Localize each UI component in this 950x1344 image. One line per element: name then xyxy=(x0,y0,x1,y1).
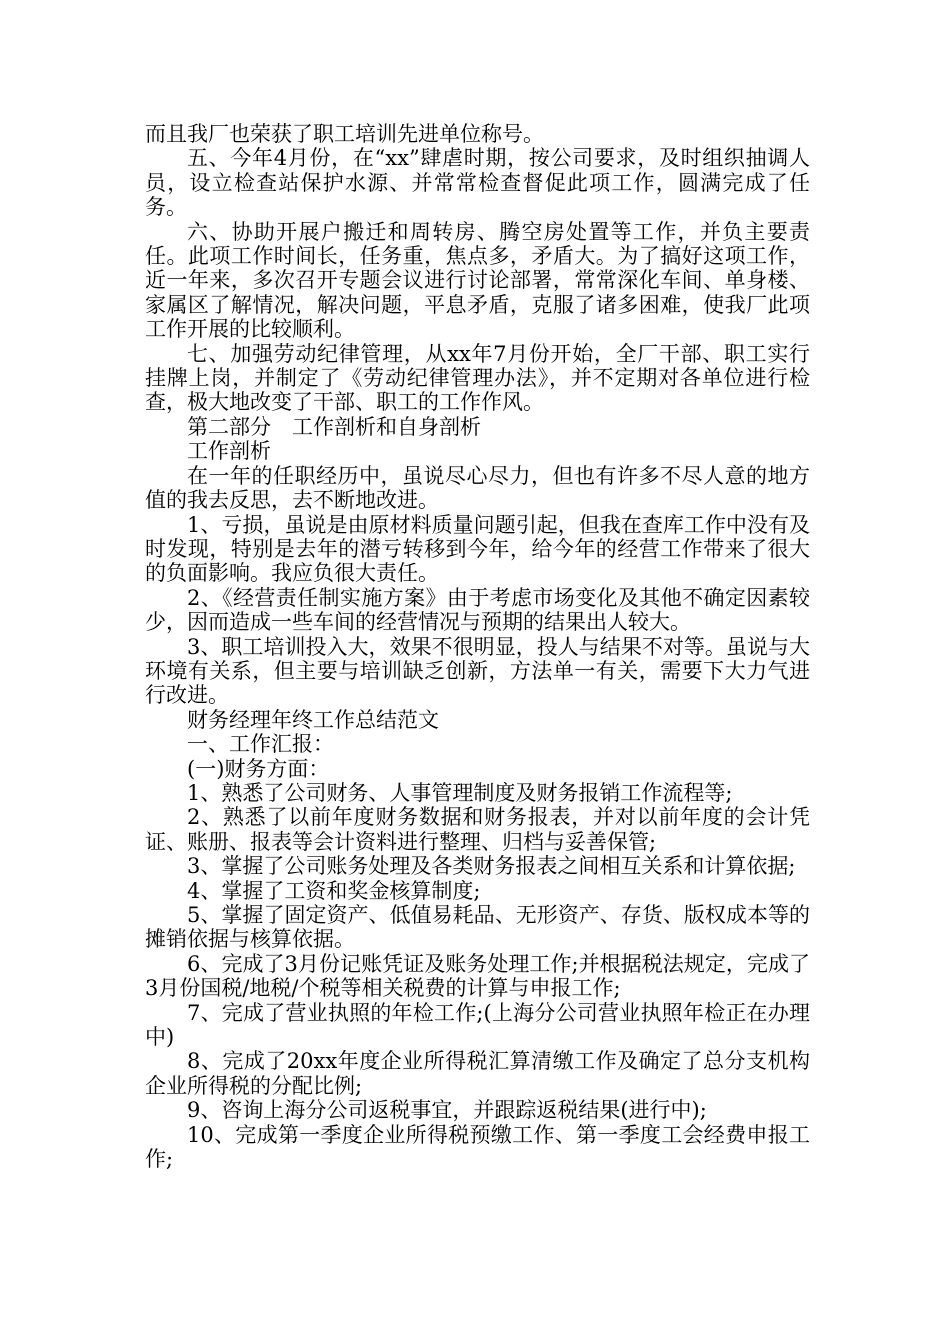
paragraph: 2、《经营责任制实施方案》由于考虑市场变化及其他不确定因素较少，因而造成一些车间的经营情况与预期的结果出人较大。 xyxy=(145,585,810,635)
list-item: 7、完成了营业执照的年检工作;(上海分公司营业执照年检正在办理中) xyxy=(145,1000,810,1050)
section-heading: 第二部分 工作剖析和自身剖析 xyxy=(187,414,481,439)
list-item: 9、咨询上海分公司返税事宜，并跟踪返税结果(进行中); xyxy=(187,1098,707,1123)
paragraph: 而且我厂也荣获了职工培训先进单位称号。 xyxy=(145,122,544,146)
list-item: 4、掌握了工资和奖金核算制度; xyxy=(187,878,481,903)
paragraph: 1、亏损，虽说是由原材料质量问题引起，但我在查库工作中没有及时发现，特别是去年的潜亏转移到今年，给今年的经营工作带来了很大的负面影响。我应负很大责任。 xyxy=(145,512,810,586)
subsection-heading: 工作剖析 xyxy=(187,439,271,464)
list-item: 10、完成第一季度企业所得税预缴工作、第一季度工会经费申报工作; xyxy=(145,1122,810,1172)
document-body xyxy=(145,122,810,1171)
document-title: 财务经理年终工作总结范文 xyxy=(187,707,439,732)
paragraph: 3、职工培训投入大，效果不很明显，投人与结果不对等。虽说与大环境有关系，但主要与培训缺乏创新，方法单一有关，需要下大力气进行改进。 xyxy=(145,634,810,708)
list-item: 5、掌握了固定资产、低值易耗品、无形资产、存货、版权成本等的摊销依据与核算依据。 xyxy=(145,903,810,952)
list-item: 6、完成了3月份记账凭证及账务处理工作;并根据税法规定，完成了3月份国税/地税/个税等相关税费的计算与申报工作; xyxy=(145,951,810,1001)
section-heading: 一、工作汇报： xyxy=(187,732,334,757)
paragraph: 五、今年4月份，在“xx”肆虐时期，按公司要求，及时组织抽调人员，设立检查站保护水源、并常常检查督促此项工作，圆满完成了任务。 xyxy=(145,146,810,220)
list-item: 3、掌握了公司账务处理及各类财务报表之间相互关系和计算依据; xyxy=(187,854,796,879)
subsection-heading: (一)财务方面： xyxy=(187,756,330,781)
list-item: 1、熟悉了公司财务、人事管理制度及财务报销工作流程等; xyxy=(187,780,733,805)
list-item: 8、完成了20xx年度企业所得税汇算清缴工作及确定了总分支机构企业所得税的分配比例; xyxy=(145,1049,810,1098)
paragraph: 六、协助开展户搬迁和周转房、腾空房处置等工作，并负主要责任。此项工作时间长，任务重，焦点多，矛盾大。为了搞好这项工作，近一年来，多次召开专题会议进行讨论部署，常常深化车间、单身楼、家属区了解情况，解决问题，平息矛盾，克服了诸多困难，使我厂此项工作开展的比较顺利。 xyxy=(145,219,810,342)
paragraph: 七、加强劳动纪律管理，从xx年7月份开始，全厂干部、职工实行挂牌上岗，并制定了《劳动纪律管理办法》，并不定期对各单位进行检查，极大地改变了干部、职工的工作作风。 xyxy=(145,341,810,415)
list-item: 2、熟悉了以前年度财务数据和财务报表，并对以前年度的会计凭证、账册、报表等会计资料进行整理、归档与妥善保管; xyxy=(145,805,810,854)
paragraph: 在一年的任职经历中，虽说尽心尽力，但也有许多不尽人意的地方值的我去反思，去不断地改进。 xyxy=(145,463,810,513)
